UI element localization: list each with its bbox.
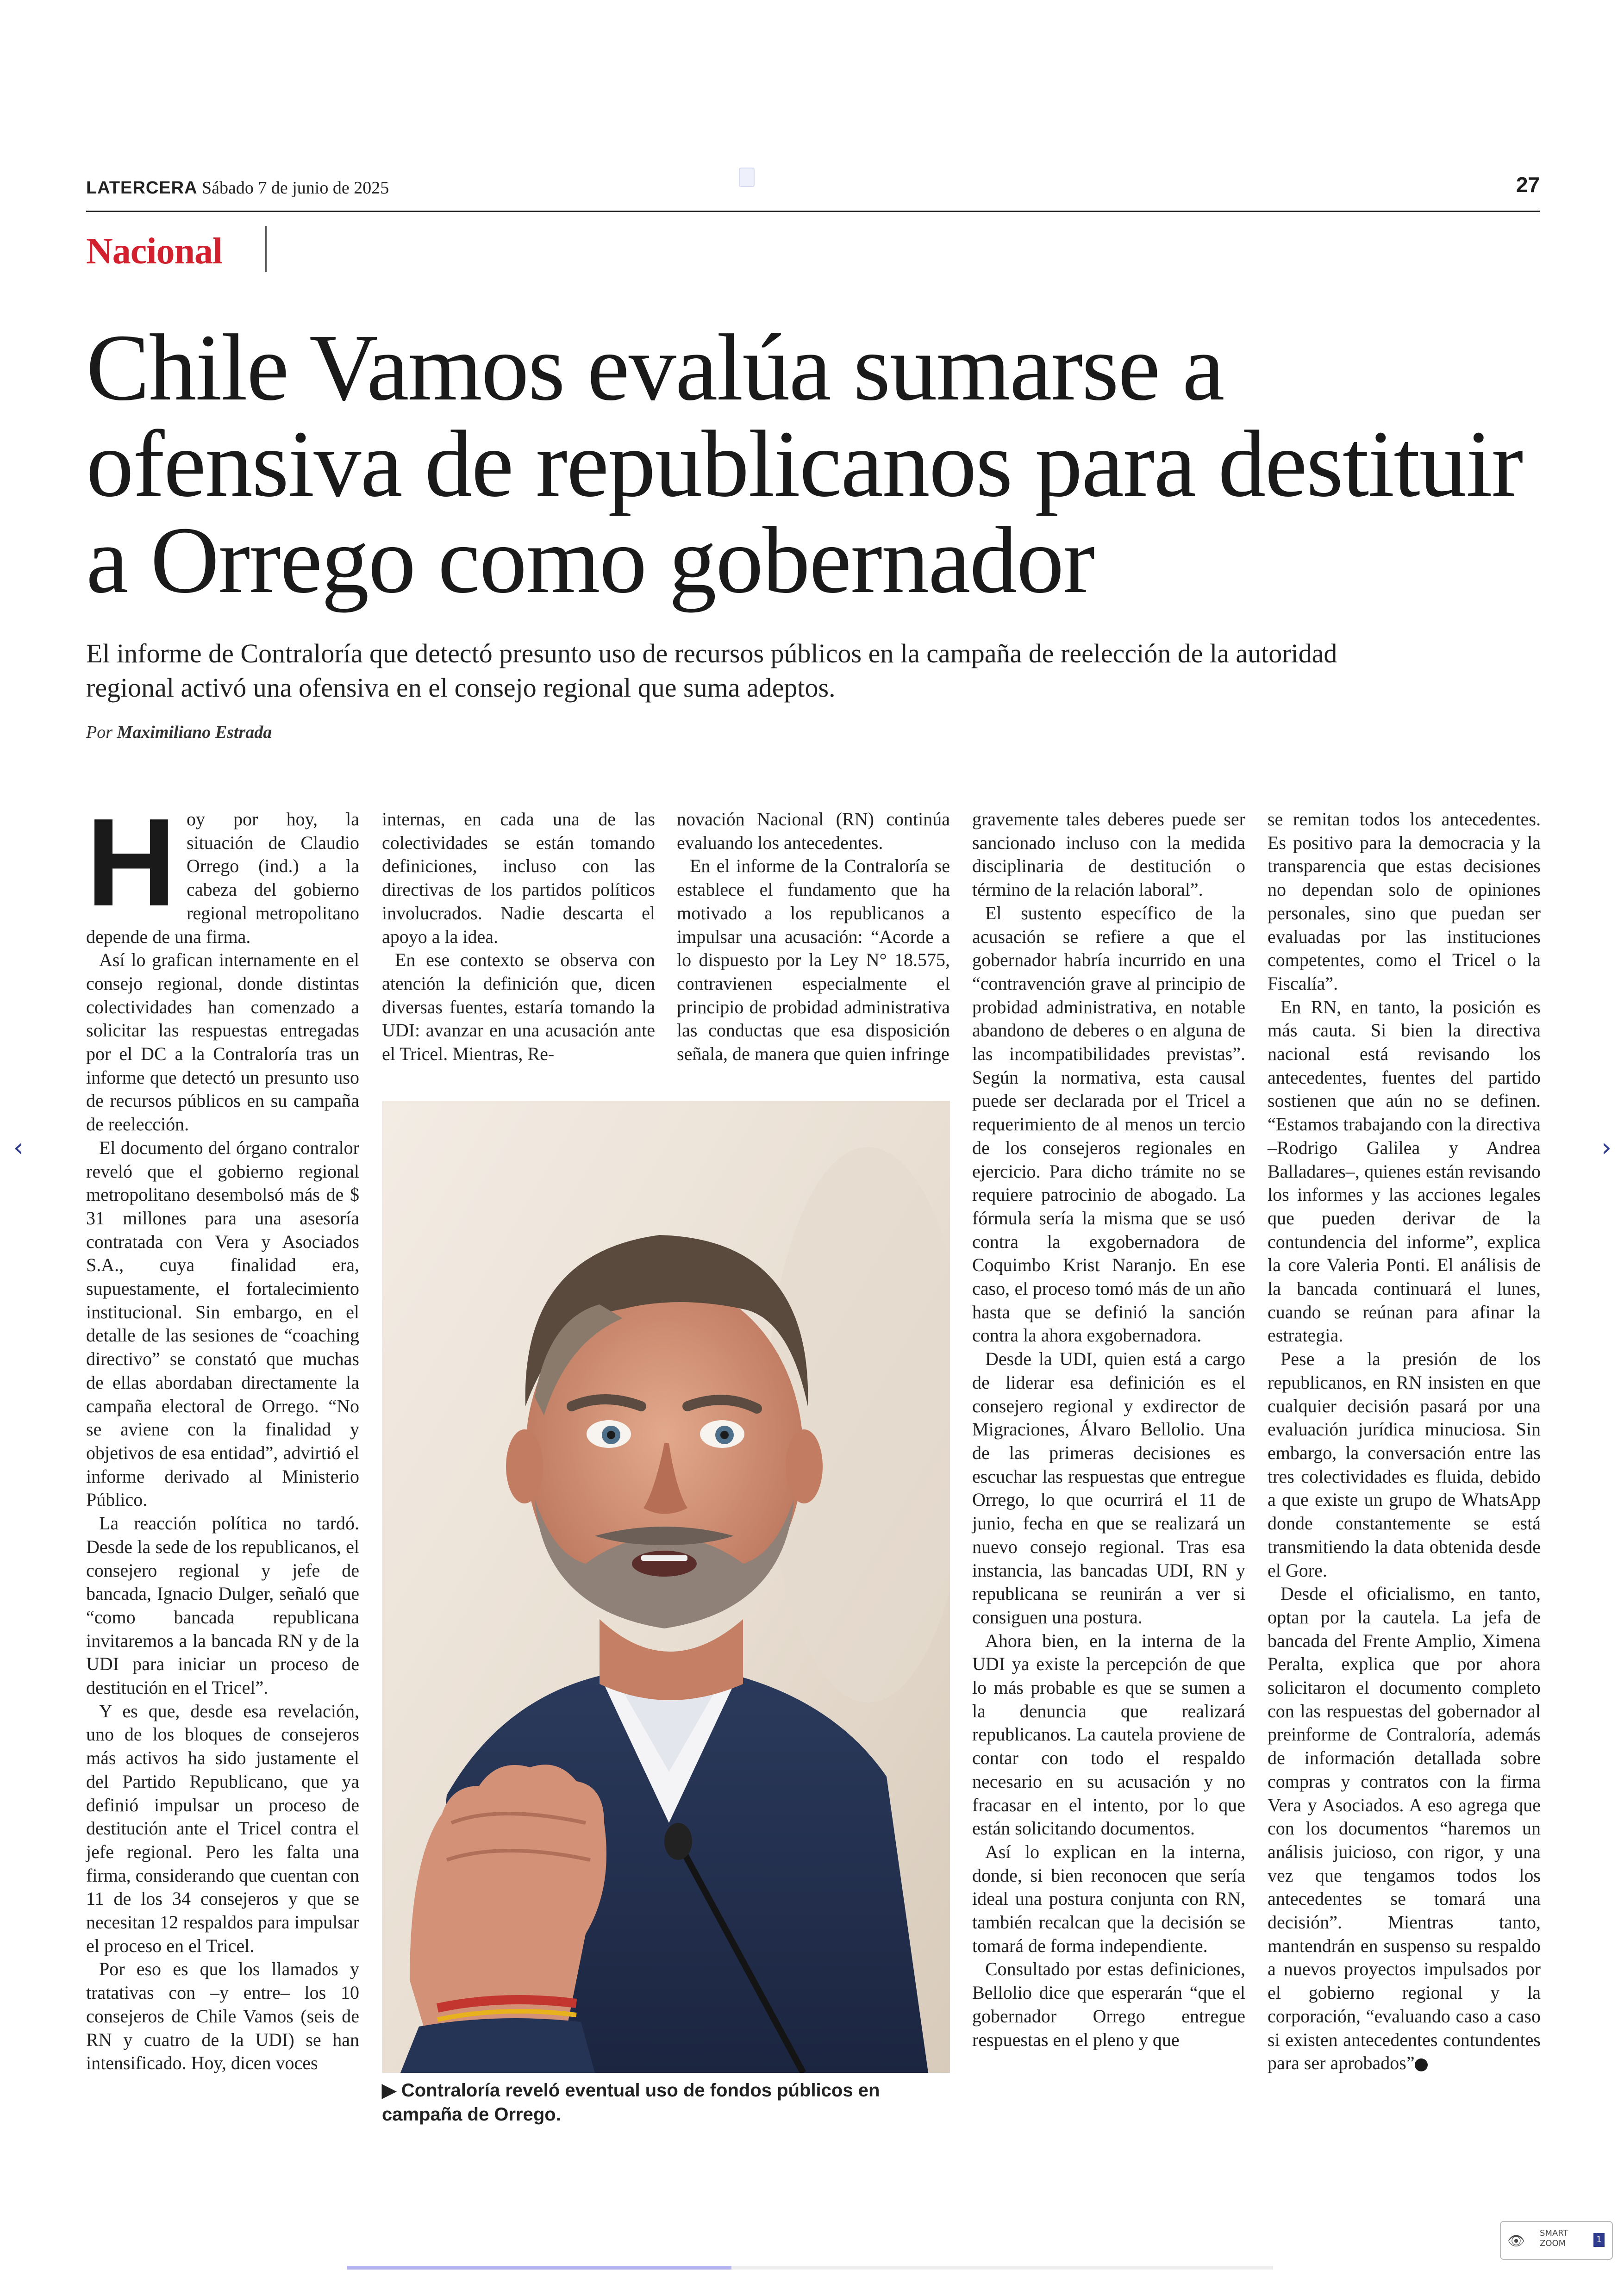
paragraph: gravemente tales deberes puede ser sancionado incluso con la medida disciplinaria de destitución o término de la relación laboral”. bbox=[972, 809, 1245, 900]
section-label: Nacional bbox=[86, 231, 223, 272]
paragraph: En RN, en tanto, la posición es más cauta. Si bien la directiva nacional está revisando los antecedentes, fuentes del partido sostienen que aún no se definen. “Estamos trabajando con la directiva –Rodrigo Galilea y Andrea Balladares–, quienes están revisando los informes y las acciones legales que pueden derivar de la contundencia del informe”, explica la core Valeria Ponti. El análisis de la bancada continuará el lunes, cuando se reúnan para afinar la estrategia. bbox=[1268, 996, 1541, 1346]
article-photo bbox=[382, 1101, 950, 2073]
byline bbox=[86, 722, 272, 742]
eye-icon: 👁 bbox=[1507, 2233, 1525, 2249]
paragraph: Así lo explican en la interna, donde, si bien reconocen que sería ideal una postura conjunta con RN, también recalcan que la decisión se tomará de forma independiente. bbox=[972, 1841, 1245, 1956]
paragraph: El documento del órgano contralor reveló que el gobierno regional metropolitano desembolsó más de $ 31 millones para una asesoría contratada con Vera y Asociados S.A., cuya finalidad era, supuestamente, el fortalecimiento institucional. Sin embargo, en el detalle de las sesiones de “coaching directivo” se constató que muchas de ellas abordaban directamente la campaña electoral de Orrego. “No se aviene con la finalidad y objetivos de esa entidad”, advirtió el informe derivado al Ministerio Público. bbox=[86, 1137, 359, 1510]
paragraph: Hoy por hoy, la situación de Claudio Orrego (ind.) a la cabeza del gobierno regional metropolitano depende de una firma. bbox=[86, 793, 359, 947]
article-column-2 bbox=[382, 808, 655, 1066]
header-rule bbox=[86, 211, 1540, 212]
byline-author: Maximiliano Estrada bbox=[117, 723, 272, 742]
byline-prefix: Por bbox=[86, 723, 112, 742]
paragraph: Consultado por estas definiciones, Bellolio dice que esperarán “que el gobernador Orrego entregue respuestas en el pleno y que bbox=[972, 1958, 1245, 2050]
deck: El informe de Contraloría que detectó presunto uso de recursos públicos en la campaña de reelección de la autoridad regional activó una ofensiva en el consejo regional que suma adeptos. bbox=[86, 638, 1337, 703]
paragraph: Así lo grafican internamente en el consejo regional, donde distintas colectividades han comenzado a solicitar las respuestas entregadas por el DC a la Contraloría tras un informe que detectó un presunto uso de recursos públicos en su campaña de reelección. bbox=[86, 949, 359, 1135]
paragraph: En el informe de la Contraloría se establece el fundamento que ha motivado a los republicanos a impulsar una acusación: “Acorde a lo dispuesto por la Ley N° 18.575, contravienen especialmente el principio de probidad administrativa las conductas que esa disposición señala, de manera que quien infringe bbox=[677, 855, 950, 1065]
paragraph: internas, en cada una de las colectividades se están tomando definiciones, incluso con las directivas de los partidos políticos involucrados. Nadie descarta el apoyo a la idea. bbox=[382, 809, 655, 947]
drop-cap: H bbox=[86, 793, 176, 932]
paragraph: Y es que, desde esa revelación, uno de los bloques de consejeros más activos ha sido justamente el del Partido Republicano, que ya definió impulsar un proceso de destitución ante el Tricel contra el jefe regional. Pero les falta una firma, considerando que cuentan con 11 de los 34 consejeros y que se necesitan 12 respaldos para impulsar el proceso en el Tricel. bbox=[86, 1700, 359, 1956]
masthead bbox=[86, 178, 389, 198]
paragraph: Ahora bien, en la interna de la UDI ya existe la percepción de que lo más probable es que se sumen a la denuncia que realizará republicanos. La cautela proviene de contar con todo el respaldo necesario en su acusación y no fracasar en el intento, por lo que están solicitando documentos. bbox=[972, 1630, 1245, 1839]
photo-caption: ▶ Contraloría reveló eventual uso de fondos públicos en campaña de Orrego. bbox=[382, 2080, 880, 2125]
page-progress-bar[interactable] bbox=[347, 2266, 1273, 2270]
article-column-3 bbox=[677, 808, 950, 1066]
paragraph: se remitan todos los antecedentes. Es positivo para la democracia y la transparencia que estas decisiones no dependan solo de opiniones personales, sino que puedan ser evaluadas por las instituciones competentes, como el Tricel o la Fiscalía”. bbox=[1268, 809, 1541, 994]
paragraph: Por eso es que los llamados y tratativas con –y entre– los 10 consejeros de Chile Vamos (seis de RN y cuatro de la UDI) se han intensificado. Hoy, dicen voces bbox=[86, 1958, 359, 2074]
article-column-1 bbox=[86, 793, 359, 2075]
article-column-4 bbox=[972, 808, 1245, 2052]
zoom-count-badge: 1 bbox=[1593, 2233, 1605, 2247]
smart-zoom-button[interactable] bbox=[1500, 2221, 1613, 2260]
paragraph: La reacción política no tardó. Desde la sede de los republicanos, el consejero regional y jefe de bancada, Ignacio Dulger, señaló que “como bancada republicana invitaremos a la bancada RN y de la UDI para iniciar un proceso de destitución en el Tricel”. bbox=[86, 1513, 359, 1698]
paragraph: El sustento específico de la acusación se refiere a que el gobernador habría incurrido en una “contravención grave al principio de probidad administrativa, en notable abandono de deberes o en alguna de las incompatibilidades previstas”. Según la normativa, esta causal puede ser declarada por el Tricel a requerimiento de al menos un tercio de los consejeros regionales en ejercicio. Para dicho trámite no se requiere patrocinio de abogado. La fórmula sería la misma que se usó contra la exgobernadora de Coquimbo Krist Naranjo. En ese caso, el proceso tomó más de un año hasta que se definió la sanción contra la ahora exgobernadora. bbox=[972, 902, 1245, 1346]
smart-zoom-label: SMART ZOOM bbox=[1540, 2228, 1568, 2248]
headline: Chile Vamos evalúa sumarse a ofensiva de republicanos para destituir a Orrego como gobernador bbox=[86, 314, 1523, 613]
next-page-icon[interactable]: › bbox=[1601, 1133, 1612, 1163]
page-number: 27 bbox=[1516, 173, 1540, 197]
masthead-date: Sábado 7 de junio de 2025 bbox=[202, 178, 389, 198]
page-marker-icon bbox=[739, 168, 755, 187]
article-column-5 bbox=[1268, 808, 1541, 2075]
masthead-brand: LATERCERA bbox=[86, 178, 198, 198]
section-divider bbox=[265, 226, 267, 272]
paragraph: Pese a la presión de los republicanos, en RN insisten en que cualquier decisión pasará por una evaluación jurídica minuciosa. Sin embargo, la conversación entre las tres colectividades es fluida, debido a que existe un grupo de WhatsApp donde constantemente se está transmitiendo la data obtenida desde el Gore. bbox=[1268, 1348, 1541, 1581]
previous-page-icon[interactable]: ‹ bbox=[13, 1133, 24, 1163]
paragraph: En ese contexto se observa con atención la definición que, dicen diversas fuentes, estaría tomando la UDI: avanzar en una acusación ante el Tricel. Mientras, Re- bbox=[382, 949, 655, 1065]
paragraph: novación Nacional (RN) continúa evaluando los antecedentes. bbox=[677, 809, 950, 853]
paragraph: Desde la UDI, quien está a cargo de liderar esa definición es el consejero regional y exdirector de Migraciones, Álvaro Bellolio. Una de las primeras decisiones es escuchar las respuestas que entregue Orrego, lo que ocurrirá el 11 de junio, fecha en que se realizará un nuevo consejo regional. Tras esa instancia, las bancadas UDI, RN y republicana se reunirán a ver si consiguen una postura. bbox=[972, 1348, 1245, 1628]
progress-fill bbox=[347, 2266, 731, 2270]
end-mark-icon bbox=[1415, 2058, 1428, 2071]
paragraph: Desde el oficialismo, en tanto, optan por la cautela. La jefa de bancada del Frente Amplio, Ximena Peralta, explica que por ahora solicitaron el documento completo con las respuestas del gobernador al preinforme de Contraloría, además de información detallada sobre compras y contratos con la firma Vera y Asociados. A eso agrega que con los documentos “haremos un análisis juicioso, con rigor, y una vez que tengamos todos los antecedentes se tomará una decisión”. Mientras tanto, mantendrán en suspenso su respaldo a nuevos proyectos impulsados por el gobierno regional y la corporación, “evaluando caso a caso si existen antecedentes contundentes para ser aprobados” bbox=[1268, 1583, 1541, 2074]
